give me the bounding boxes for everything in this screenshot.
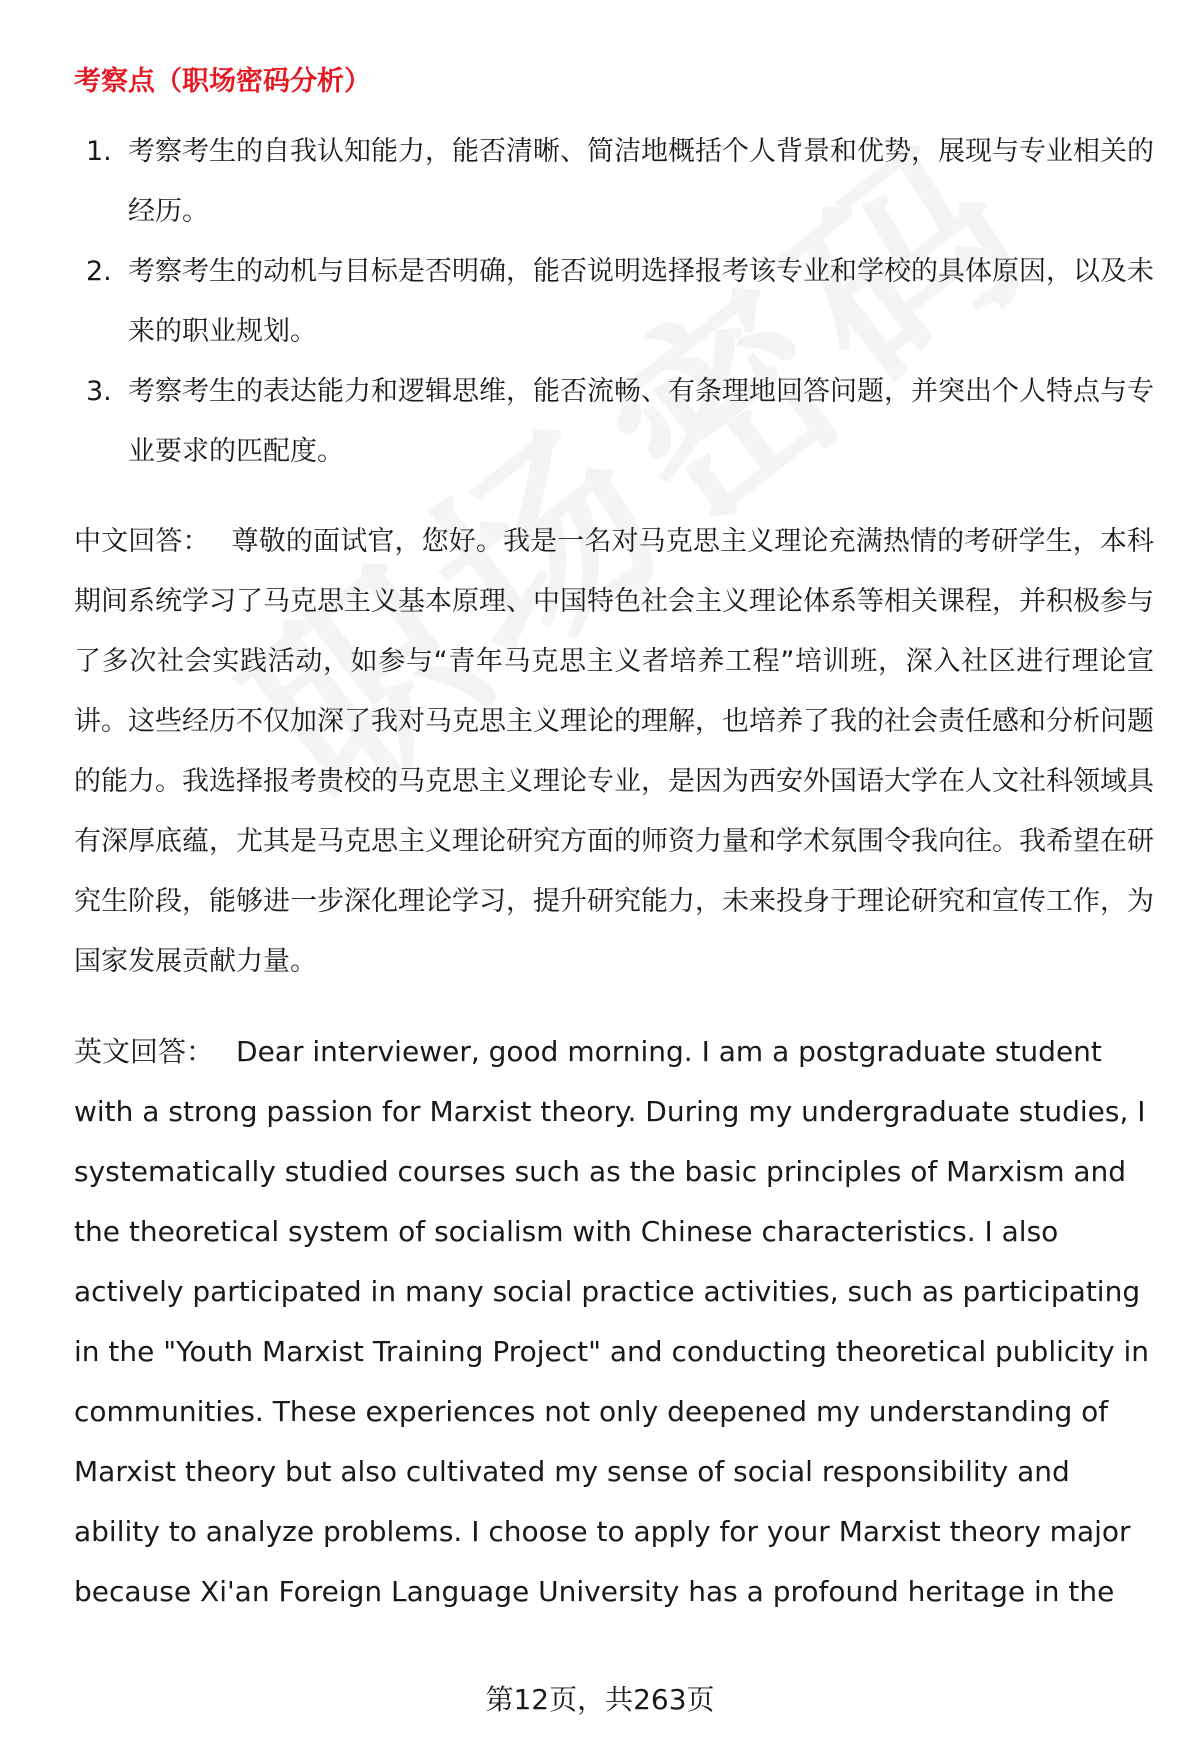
list-item-text: 考察考生的自我认知能力，能否清晰、简洁地概括个人背景和优势，展现与专业相关的经历。 bbox=[128, 136, 1154, 227]
page-footer: 第12页，共263页 bbox=[485, 1683, 715, 1716]
english-answer bbox=[74, 1022, 1154, 1622]
section-title: 考察点（职场密码分析） bbox=[74, 66, 371, 97]
chinese-answer-label: 中文回答： bbox=[74, 526, 210, 557]
chinese-answer bbox=[74, 512, 1154, 992]
english-answer-label: 英文回答： bbox=[74, 1035, 215, 1068]
list-number: 2. bbox=[86, 256, 112, 287]
list-item-text: 考察考生的动机与目标是否明确，能否说明选择报考该专业和学校的具体原因，以及未来的职业规划。 bbox=[128, 256, 1154, 347]
list-item-text: 考察考生的表达能力和逻辑思维，能否流畅、有条理地回答问题，并突出个人特点与专业要求的匹配度。 bbox=[128, 376, 1154, 467]
list-number: 1. bbox=[86, 136, 112, 167]
exam-points-list bbox=[74, 122, 1154, 482]
list-item bbox=[74, 362, 1154, 482]
list-item bbox=[74, 242, 1154, 362]
chinese-answer-text: 尊敬的面试官，您好。我是一名对马克思主义理论充满热情的考研学生，本科期间系统学习了马克思主义基本原理、中国特色社会主义理论体系等相关课程，并积极参与了多次社会实践活动，如参与“青年马克思主义者培养工程”培训班，深入社区进行理论宣讲。这些经历不仅加深了我对马克思主义理论的理解，也培养了我的社会责任感和分析问题的能力。我选择报考贵校的马克思主义理论专业，是因为西安外国语大学在人文社科领域具有深厚底蕴，尤其是马克思主义理论研究方面的师资力量和学术氛围令我向往。我希望在研究生阶段，能够进一步深化理论学习，提升研究能力，未来投身于理论研究和宣传工作，为国家发展贡献力量。 bbox=[74, 526, 1155, 977]
list-number: 3. bbox=[86, 376, 112, 407]
page-content bbox=[74, 62, 1154, 1622]
english-answer-text: Dear interviewer, good morning. I am a postgraduate student with a strong passion for Marxist theory. During my undergraduate studies, I systematically studied courses such as the basic principles of Marxism and the theoretical system of socialism with Chinese characteristics. I also actively participated in many social practice activities, such as participating in the "Youth Marxist Training Project" and conducting theoretical publicity in communities. These experiences not only deepened my understanding of Marxist theory but also cultivated my sense of social responsibility and ability to analyze problems. I choose to apply for your Marxist theory major because Xi'an Foreign Language University has a profound heritage in the bbox=[74, 1035, 1150, 1608]
list-item bbox=[74, 122, 1154, 242]
